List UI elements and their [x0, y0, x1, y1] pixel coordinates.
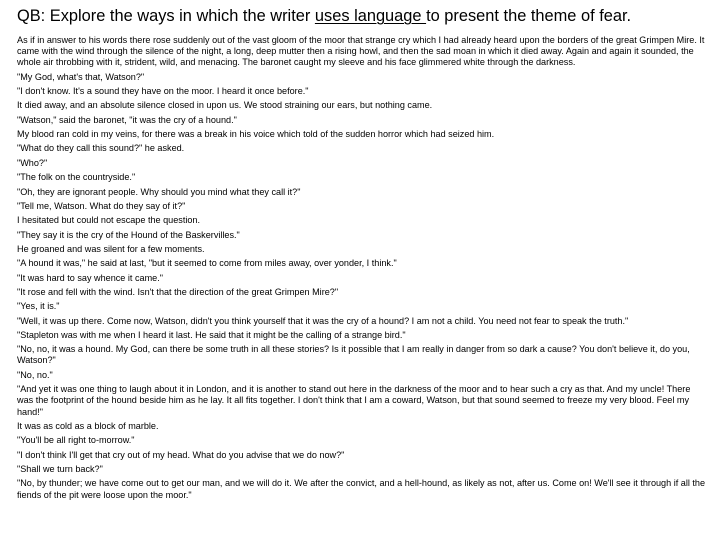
paragraph: "Watson," said the baronet, "it was the cry of a hound."	[17, 114, 237, 125]
paragraph: "No, no, it was a hound. My God, can there be some truth in all these stories? Is it possible that I am really in danger from so dark a cause? You don't believe it, do you, Watson?"	[17, 344, 690, 366]
paragraph: "They say it is the cry of the Hound of the Baskervilles."	[17, 229, 240, 240]
paragraph: My blood ran cold in my veins, for there was a break in his voice which told of the sudden horror which had seized him.	[17, 129, 495, 140]
paragraph: "It rose and fell with the wind. Isn't that the direction of the great Grimpen Mire?"	[17, 286, 339, 297]
title-underlined: uses language	[314, 7, 427, 25]
paragraph: It died away, and an absolute silence closed in upon us. We stood straining our ears, but nothing came.	[17, 100, 433, 111]
paragraph: "A hound it was," he said at last, "but it seemed to come from miles away, over yonder, I think."	[17, 258, 397, 269]
extract-text	[17, 35, 706, 501]
title-after: to present the theme of fear.	[426, 7, 632, 25]
paragraph: "Oh, they are ignorant people. Why should you mind what they call it?"	[17, 186, 301, 197]
paragraph: "Who?"	[17, 157, 48, 168]
paragraph: "Well, it was up there. Come now, Watson, didn't you think yourself that it was the cry of a hound? I am not a child. You need not fear to speak the truth."	[17, 315, 629, 326]
paragraph: "I don't know. It's a sound they have on the moor. I heard it once before."	[17, 86, 309, 97]
paragraph: He groaned and was silent for a few moments.	[17, 243, 205, 254]
paragraph: "My God, what's that, Watson?"	[17, 71, 145, 82]
title-before: QB: Explore the ways in which the writer	[17, 7, 315, 25]
paragraph: "No, no."	[17, 369, 53, 380]
paragraph: "No, by thunder; we have come out to get our man, and we will do it. We after the convict, and a hell-hound, as likely as not, after us. Come on! We'll see it through if all the fiends of the pit were loose upon the moor."	[17, 478, 706, 500]
paragraph: "What do they call this sound?" he asked.	[17, 143, 185, 154]
slide-title	[17, 6, 706, 26]
paragraph: "It was hard to say whence it came."	[17, 272, 163, 283]
paragraph: "The folk on the countryside."	[17, 172, 136, 183]
paragraph: "Shall we turn back?"	[17, 463, 103, 474]
paragraph: I hesitated but could not escape the question.	[17, 215, 201, 226]
paragraph: "Stapleton was with me when I heard it last. He said that it might be the calling of a strange bird."	[17, 329, 406, 340]
paragraph: "I don't think I'll get that cry out of my head. What do you advise that we do now?"	[17, 449, 345, 460]
paragraph: It was as cold as a block of marble.	[17, 420, 159, 431]
paragraph: "You'll be all right to-morrow."	[17, 435, 135, 446]
paragraph: As if in answer to his words there rose suddenly out of the vast gloom of the moor that strange cry which I had already heard upon the borders of the great Grimpen Mire. It came with the wind through the silence of the night, a long, deep mutter then a rising howl, and then the sad moan in which it died away. Again and again it sounded, the whole air throbbing with it, strident, wild, and menacing. The baronet caught my sleeve and his face glimmered white through the darkness.	[17, 35, 705, 68]
paragraph: "Tell me, Watson. What do they say of it?"	[17, 200, 186, 211]
paragraph: "And yet it was one thing to laugh about it in London, and it is another to stand out here in the darkness of the moor and to hear such a cry as that. And my uncle! There was the footprint of the hound beside him as he lay. It all fits together. I don't think that I am a coward, Watson, but that sound seemed to freeze my very blood. Feel my hand!"	[17, 384, 691, 417]
paragraph: "Yes, it is."	[17, 301, 60, 312]
